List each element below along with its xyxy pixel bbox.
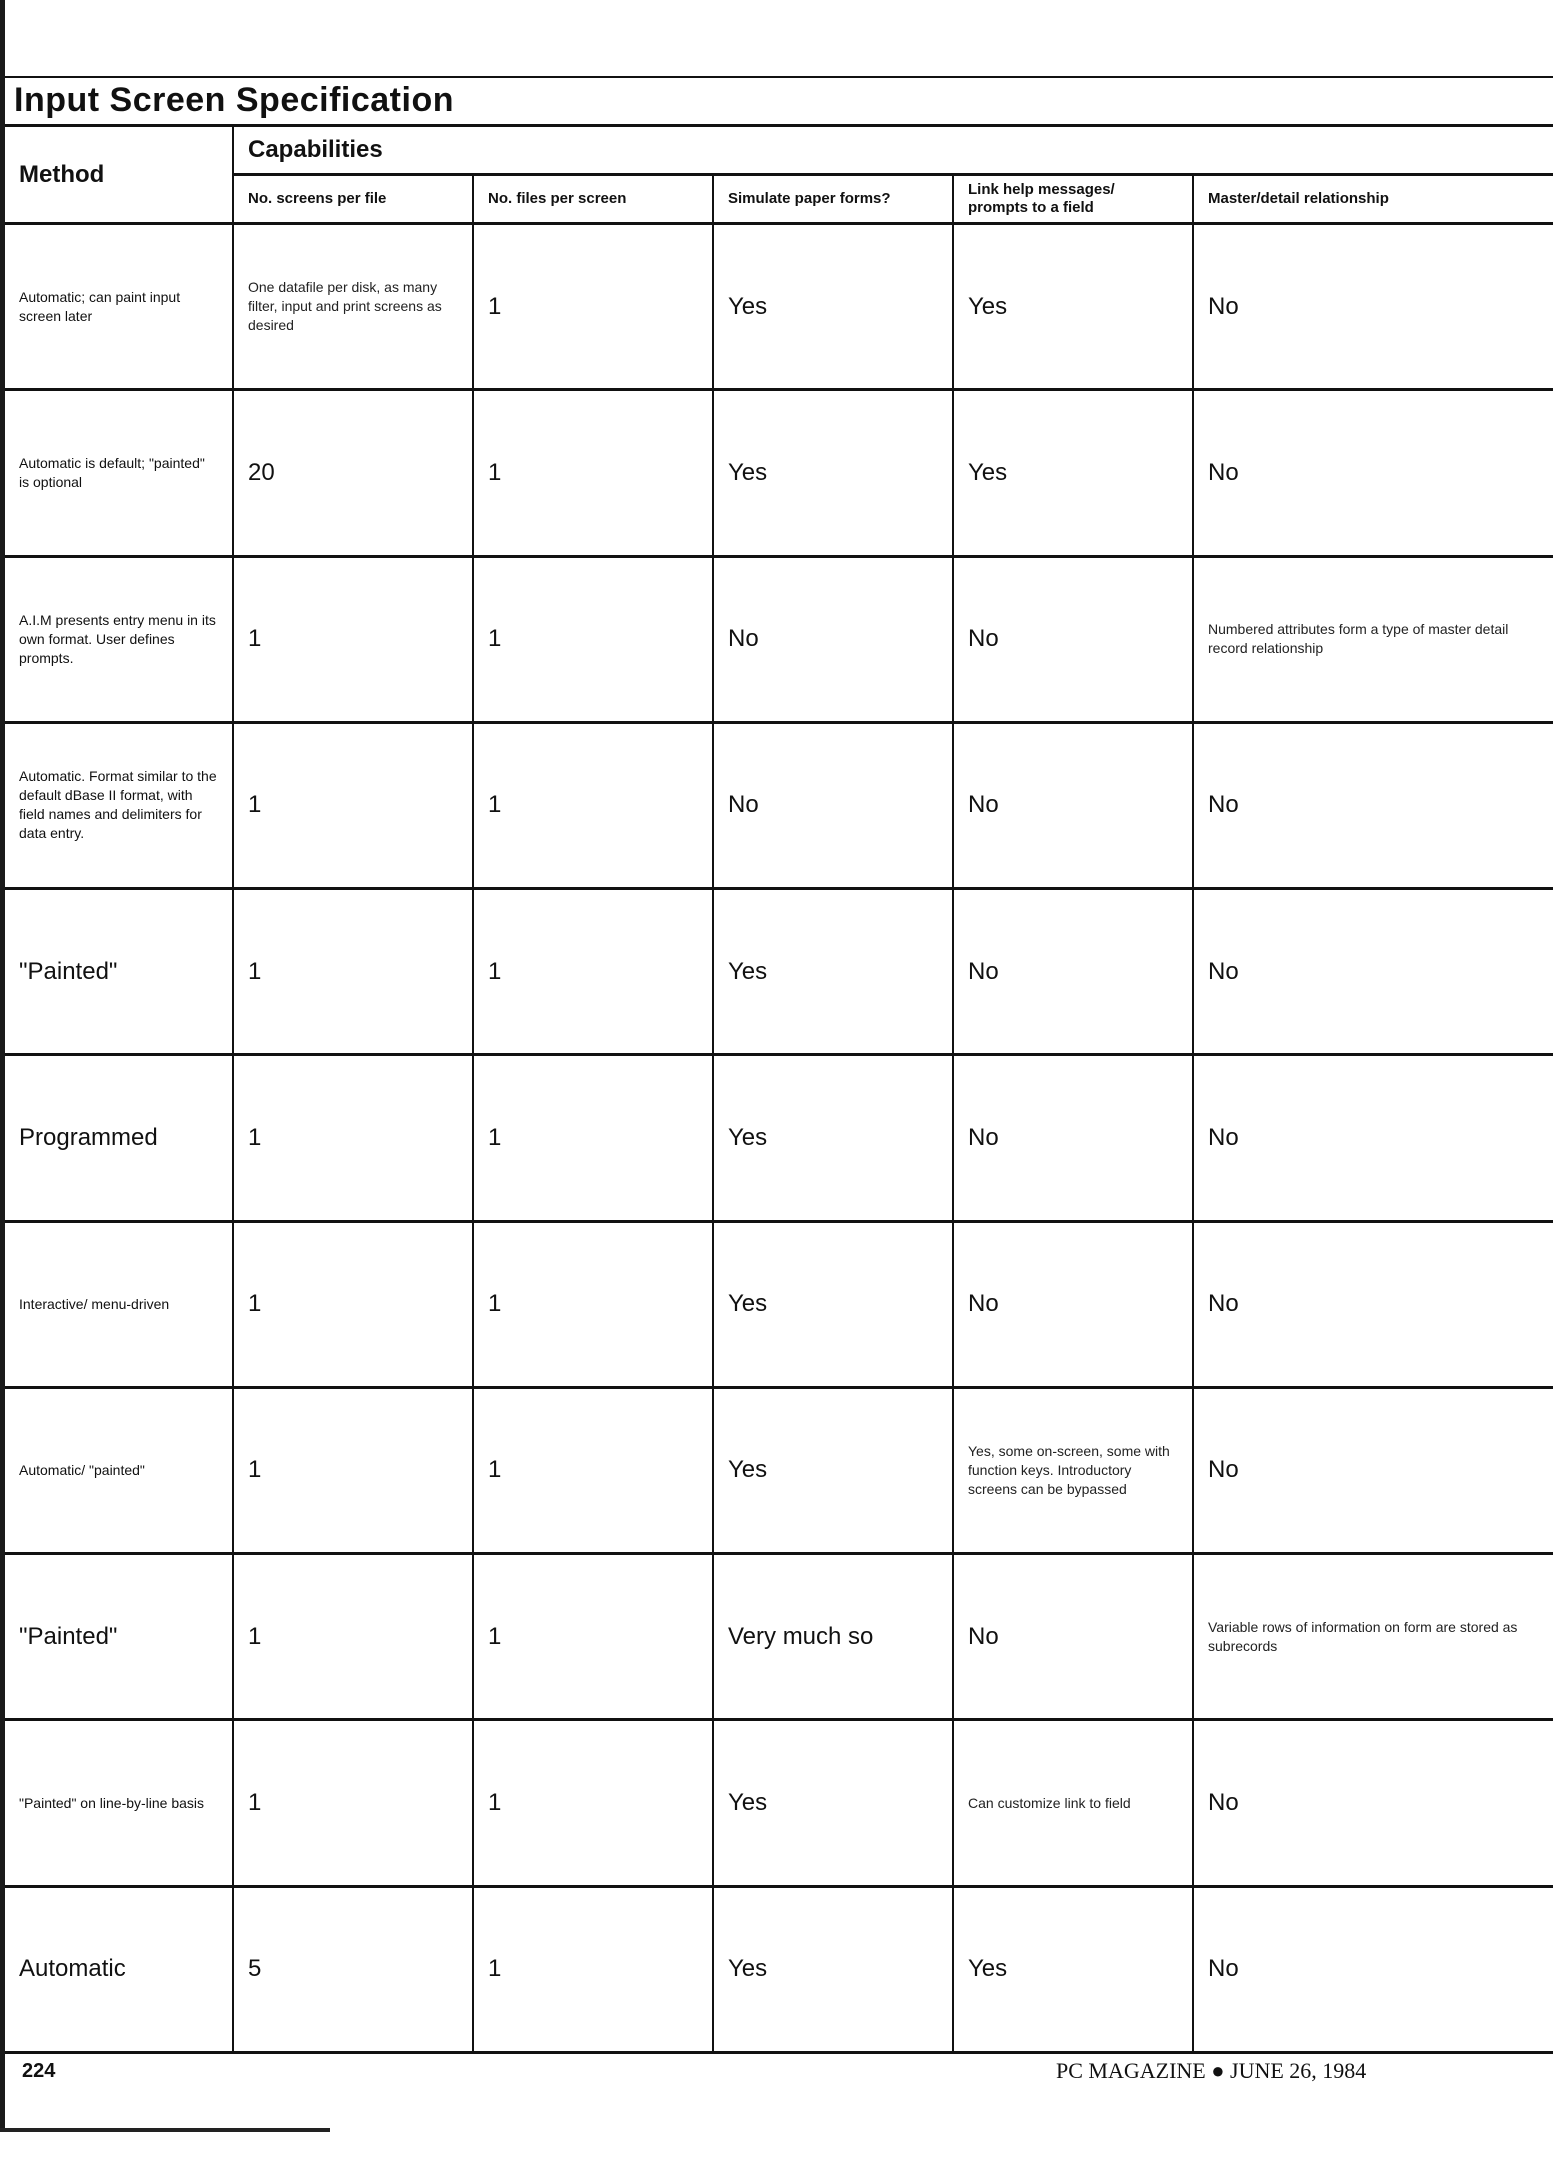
help-link-cell: Yes	[953, 1886, 1193, 2052]
page-number: 224	[22, 2060, 56, 2082]
help-link-cell: No	[953, 1554, 1193, 1720]
files-per-screen-cell: 1	[473, 224, 713, 390]
capabilities-header: Capabilities	[233, 126, 1553, 175]
method-cell: Programmed	[5, 1055, 233, 1221]
method-cell: A.I.M presents entry menu in its own format. User defines prompts.	[5, 556, 233, 722]
screens-per-file-cell: 1	[233, 1554, 473, 1720]
table-row	[5, 1554, 1553, 1720]
master-detail-cell: No	[1193, 224, 1553, 390]
paper-forms-cell: Yes	[713, 1886, 953, 2052]
paper-forms-cell: Very much so	[713, 1554, 953, 1720]
screens-per-file-cell: 1	[233, 1221, 473, 1387]
column-header: Link help messages/ prompts to a field	[953, 175, 1193, 224]
files-per-screen-cell: 1	[473, 722, 713, 888]
paper-forms-cell: Yes	[713, 1387, 953, 1553]
help-link-cell: Yes, some on-screen, some with function keys. Introductory screens can be bypassed	[953, 1387, 1193, 1553]
column-header: No. screens per file	[233, 175, 473, 224]
method-cell: Automatic; can paint input screen later	[5, 224, 233, 390]
bottom-rule	[0, 2128, 330, 2132]
paper-forms-cell: No	[713, 722, 953, 888]
help-link-cell: No	[953, 1221, 1193, 1387]
method-cell: Automatic/ "painted"	[5, 1387, 233, 1553]
screens-per-file-cell: One datafile per disk, as many filter, input and print screens as desired	[233, 224, 473, 390]
method-cell: Automatic is default; "painted" is optional	[5, 390, 233, 556]
method-cell: "Painted"	[5, 1554, 233, 1720]
paper-forms-cell: Yes	[713, 224, 953, 390]
screens-per-file-cell: 5	[233, 1886, 473, 2052]
paper-forms-cell: Yes	[713, 390, 953, 556]
screens-per-file-cell: 1	[233, 556, 473, 722]
paper-forms-cell: Yes	[713, 1720, 953, 1886]
files-per-screen-cell: 1	[473, 1221, 713, 1387]
top-rule	[5, 76, 1553, 78]
help-link-cell: No	[953, 556, 1193, 722]
master-detail-cell: No	[1193, 722, 1553, 888]
column-header: Simulate paper forms?	[713, 175, 953, 224]
table-row	[5, 889, 1553, 1055]
screens-per-file-cell: 1	[233, 722, 473, 888]
method-cell: "Painted"	[5, 889, 233, 1055]
table-row	[5, 224, 1553, 390]
help-link-cell: No	[953, 722, 1193, 888]
spec-table	[5, 124, 1553, 2054]
files-per-screen-cell: 1	[473, 556, 713, 722]
footer-publication: PC MAGAZINE ● JUNE 26, 1984	[1056, 2058, 1367, 2083]
help-link-cell: No	[953, 1055, 1193, 1221]
page-title: Input Screen Specification	[14, 81, 454, 119]
table-row	[5, 1720, 1553, 1886]
master-detail-cell: No	[1193, 1886, 1553, 2052]
master-detail-cell: No	[1193, 889, 1553, 1055]
column-header: Master/detail relationship	[1193, 175, 1553, 224]
table-row	[5, 1387, 1553, 1553]
paper-forms-cell: No	[713, 556, 953, 722]
screens-per-file-cell: 1	[233, 1720, 473, 1886]
method-cell: Automatic. Format similar to the default dBase II format, with field names and delimiters for data entry.	[5, 722, 233, 888]
table-row	[5, 556, 1553, 722]
table-row	[5, 1886, 1553, 2052]
files-per-screen-cell: 1	[473, 390, 713, 556]
column-header: No. files per screen	[473, 175, 713, 224]
paper-forms-cell: Yes	[713, 889, 953, 1055]
paper-forms-cell: Yes	[713, 1055, 953, 1221]
master-detail-cell: Variable rows of information on form are stored as subrecords	[1193, 1554, 1553, 1720]
files-per-screen-cell: 1	[473, 889, 713, 1055]
method-cell: Interactive/ menu-driven	[5, 1221, 233, 1387]
screens-per-file-cell: 1	[233, 1387, 473, 1553]
table-row	[5, 1055, 1553, 1221]
files-per-screen-cell: 1	[473, 1554, 713, 1720]
help-link-cell: No	[953, 889, 1193, 1055]
master-detail-cell: No	[1193, 1221, 1553, 1387]
master-detail-cell: No	[1193, 1387, 1553, 1553]
paper-forms-cell: Yes	[713, 1221, 953, 1387]
help-link-cell: Can customize link to field	[953, 1720, 1193, 1886]
table-row	[5, 390, 1553, 556]
files-per-screen-cell: 1	[473, 1720, 713, 1886]
files-per-screen-cell: 1	[473, 1055, 713, 1221]
method-cell: Automatic	[5, 1886, 233, 2052]
screens-per-file-cell: 1	[233, 1055, 473, 1221]
screens-per-file-cell: 1	[233, 889, 473, 1055]
master-detail-cell: Numbered attributes form a type of master detail record relationship	[1193, 556, 1553, 722]
method-cell: "Painted" on line-by-line basis	[5, 1720, 233, 1886]
master-detail-cell: No	[1193, 1055, 1553, 1221]
method-header: Method	[5, 126, 233, 224]
help-link-cell: Yes	[953, 390, 1193, 556]
table-row	[5, 722, 1553, 888]
help-link-cell: Yes	[953, 224, 1193, 390]
master-detail-cell: No	[1193, 1720, 1553, 1886]
subheader-row	[5, 175, 1553, 224]
table-row	[5, 1221, 1553, 1387]
files-per-screen-cell: 1	[473, 1387, 713, 1553]
files-per-screen-cell: 1	[473, 1886, 713, 2052]
master-detail-cell: No	[1193, 390, 1553, 556]
screens-per-file-cell: 20	[233, 390, 473, 556]
